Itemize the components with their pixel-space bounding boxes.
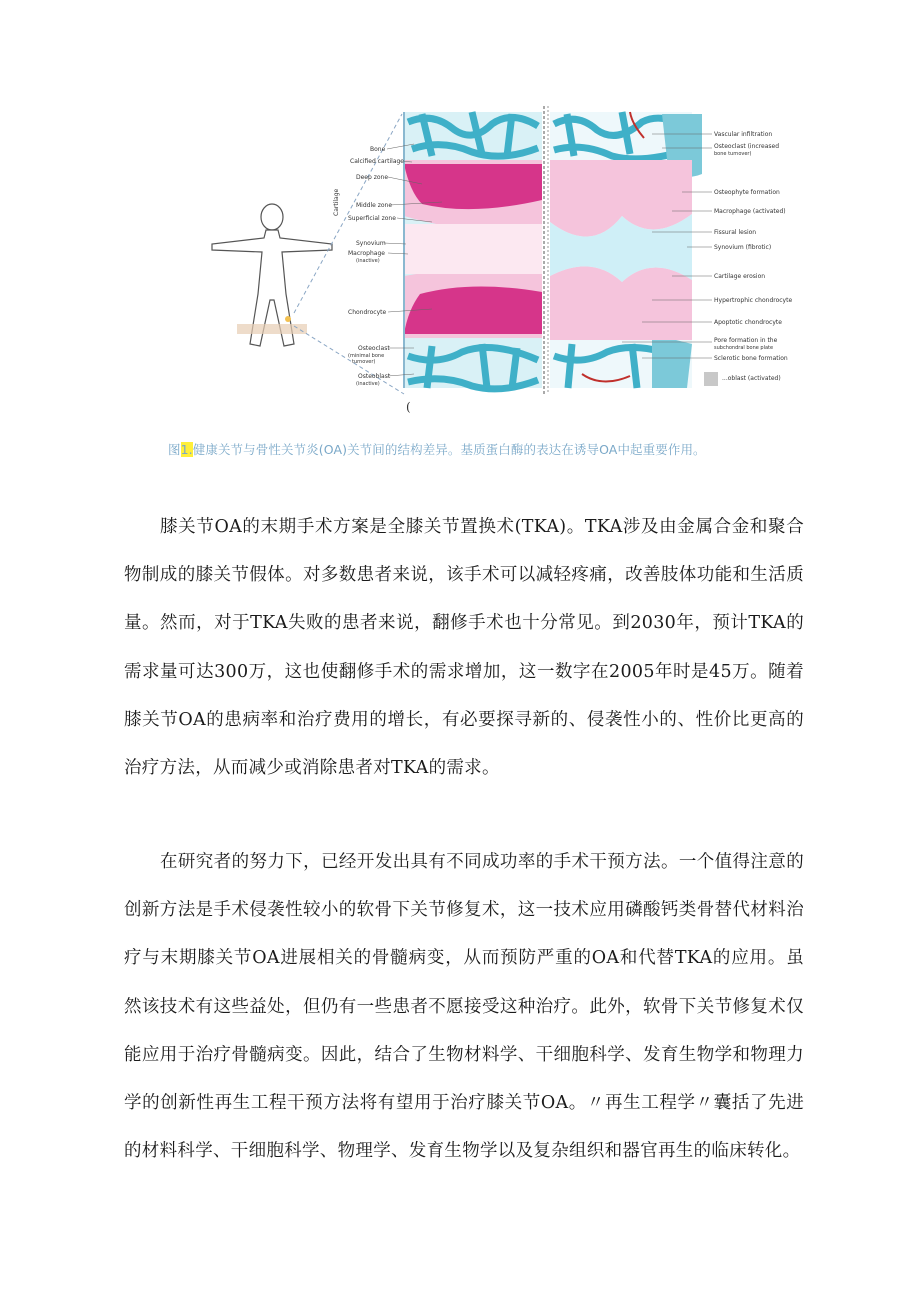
label-apoptotic: Apoptotic chondrocyte (714, 319, 782, 326)
label-middle-zone: Middle zone (356, 202, 393, 209)
floor-shadow (237, 324, 307, 334)
oa-joint-figure (182, 104, 793, 414)
label-synovium-fibrotic: Synovium (fibrotic) (714, 244, 772, 251)
label-superficial-zone: Superficial zone (348, 215, 396, 222)
label-macrophage-inactive: Macrophage (348, 250, 385, 257)
label-chondrocyte: Chondrocyte (348, 309, 387, 316)
caption-text: 健康关节与骨性关节炎(OA)关节间的结构差异。基质蛋白酶的表达在诱导OA中起重要作用。 (192, 442, 706, 457)
label-vascular-infiltration: Vascular infiltration (714, 131, 773, 138)
right-labels (714, 131, 792, 382)
label-hypertrophic: Hypertrophic chondrocyte (714, 297, 793, 304)
label-sclerotic: Sclerotic bone formation (714, 355, 788, 362)
caption-prefix: 图 (168, 442, 181, 457)
paragraph-1: 膝关节OA的末期手术方案是全膝关节置换术(TKA)。TKA涉及由金属合金和聚合物制成的膝关节假体。对多数患者来说，该手术可以减轻疼痛，改善肢体功能和生活质量。然而，对于TKA失败的患者来说，翻修手术也十分常见。到2030年，预计TKA的需求量可达300万，这也使翻修手术的需求增加，这一数字在2005年时是45万。随着膝关节OA的患病率和治疗费用的增长，有必要探寻新的、侵袭性小的、性价比更高的治疗方法，从而减少或消除患者对TKA的需求。 (124, 517, 804, 779)
label-osteoclast-2: (minimal bone (348, 353, 385, 359)
label-osteoclast-increased: Osteoclast (increased (714, 143, 780, 150)
label-macrophage-activated: Macrophage (activated) (714, 208, 786, 215)
figure-paren: ( (406, 400, 411, 414)
blur-patch (704, 372, 718, 386)
label-calcified-cartilage: Calcified cartilage (350, 158, 404, 165)
label-cartilage-erosion: Cartilage erosion (714, 273, 766, 280)
label-synovium: Synovium (356, 240, 386, 247)
joint-diagram (182, 104, 793, 414)
label-fissural-lesion: Fissural lesion (714, 229, 757, 236)
label-macrophage-inactive-2: (inactive) (356, 258, 380, 264)
left-labels (333, 146, 404, 387)
label-osteoblast: Osteoblast (358, 373, 391, 380)
label-pore-formation-2: subchondral bone plate (714, 345, 774, 351)
oa-joint-panel (550, 112, 702, 388)
knee-highlight (285, 316, 291, 322)
caption-number: 1. (180, 442, 193, 457)
label-osteoclast-3: turnover) (352, 359, 376, 365)
label-osteoblast-activated: ...oblast (activated) (722, 375, 781, 382)
label-cartilage: Cartilage (333, 188, 340, 216)
label-pore-formation: Pore formation in the (714, 337, 778, 344)
label-osteophyte: Osteophyte formation (714, 189, 780, 196)
label-osteoclast-increased-2: bone turnover) (714, 151, 752, 157)
label-bone: Bone (370, 146, 386, 153)
label-deep-zone: Deep zone (356, 174, 389, 181)
healthy-joint-panel (404, 112, 542, 389)
label-osteoblast-2: (inactive) (356, 381, 380, 387)
figure-caption (168, 440, 768, 458)
label-osteoclast: Osteoclast (358, 345, 390, 352)
paragraph-2: 在研究者的努力下，已经开发出具有不同成功率的手术干预方法。一个值得注意的创新方法是手术侵袭性较小的软骨下关节修复术，这一技术应用磷酸钙类骨替代材料治疗与末期膝关节OA进展相关的骨髓病变，从而预防严重的OA和代替TKA的应用。虽然该技术有这些益处，但仍有一些患者不愿接受这种治疗。此外，软骨下关节修复术仅能应用于治疗骨髓病变。因此，结合了生物材料学、干细胞科学、发育生物学和物理力学的创新性再生工程干预方法将有望用于治疗膝关节OA。〃再生工程学〃囊括了先进的材料科学、干细胞科学、物理学、发育生物学以及复杂组织和器官再生的临床转化。 (124, 852, 804, 1162)
